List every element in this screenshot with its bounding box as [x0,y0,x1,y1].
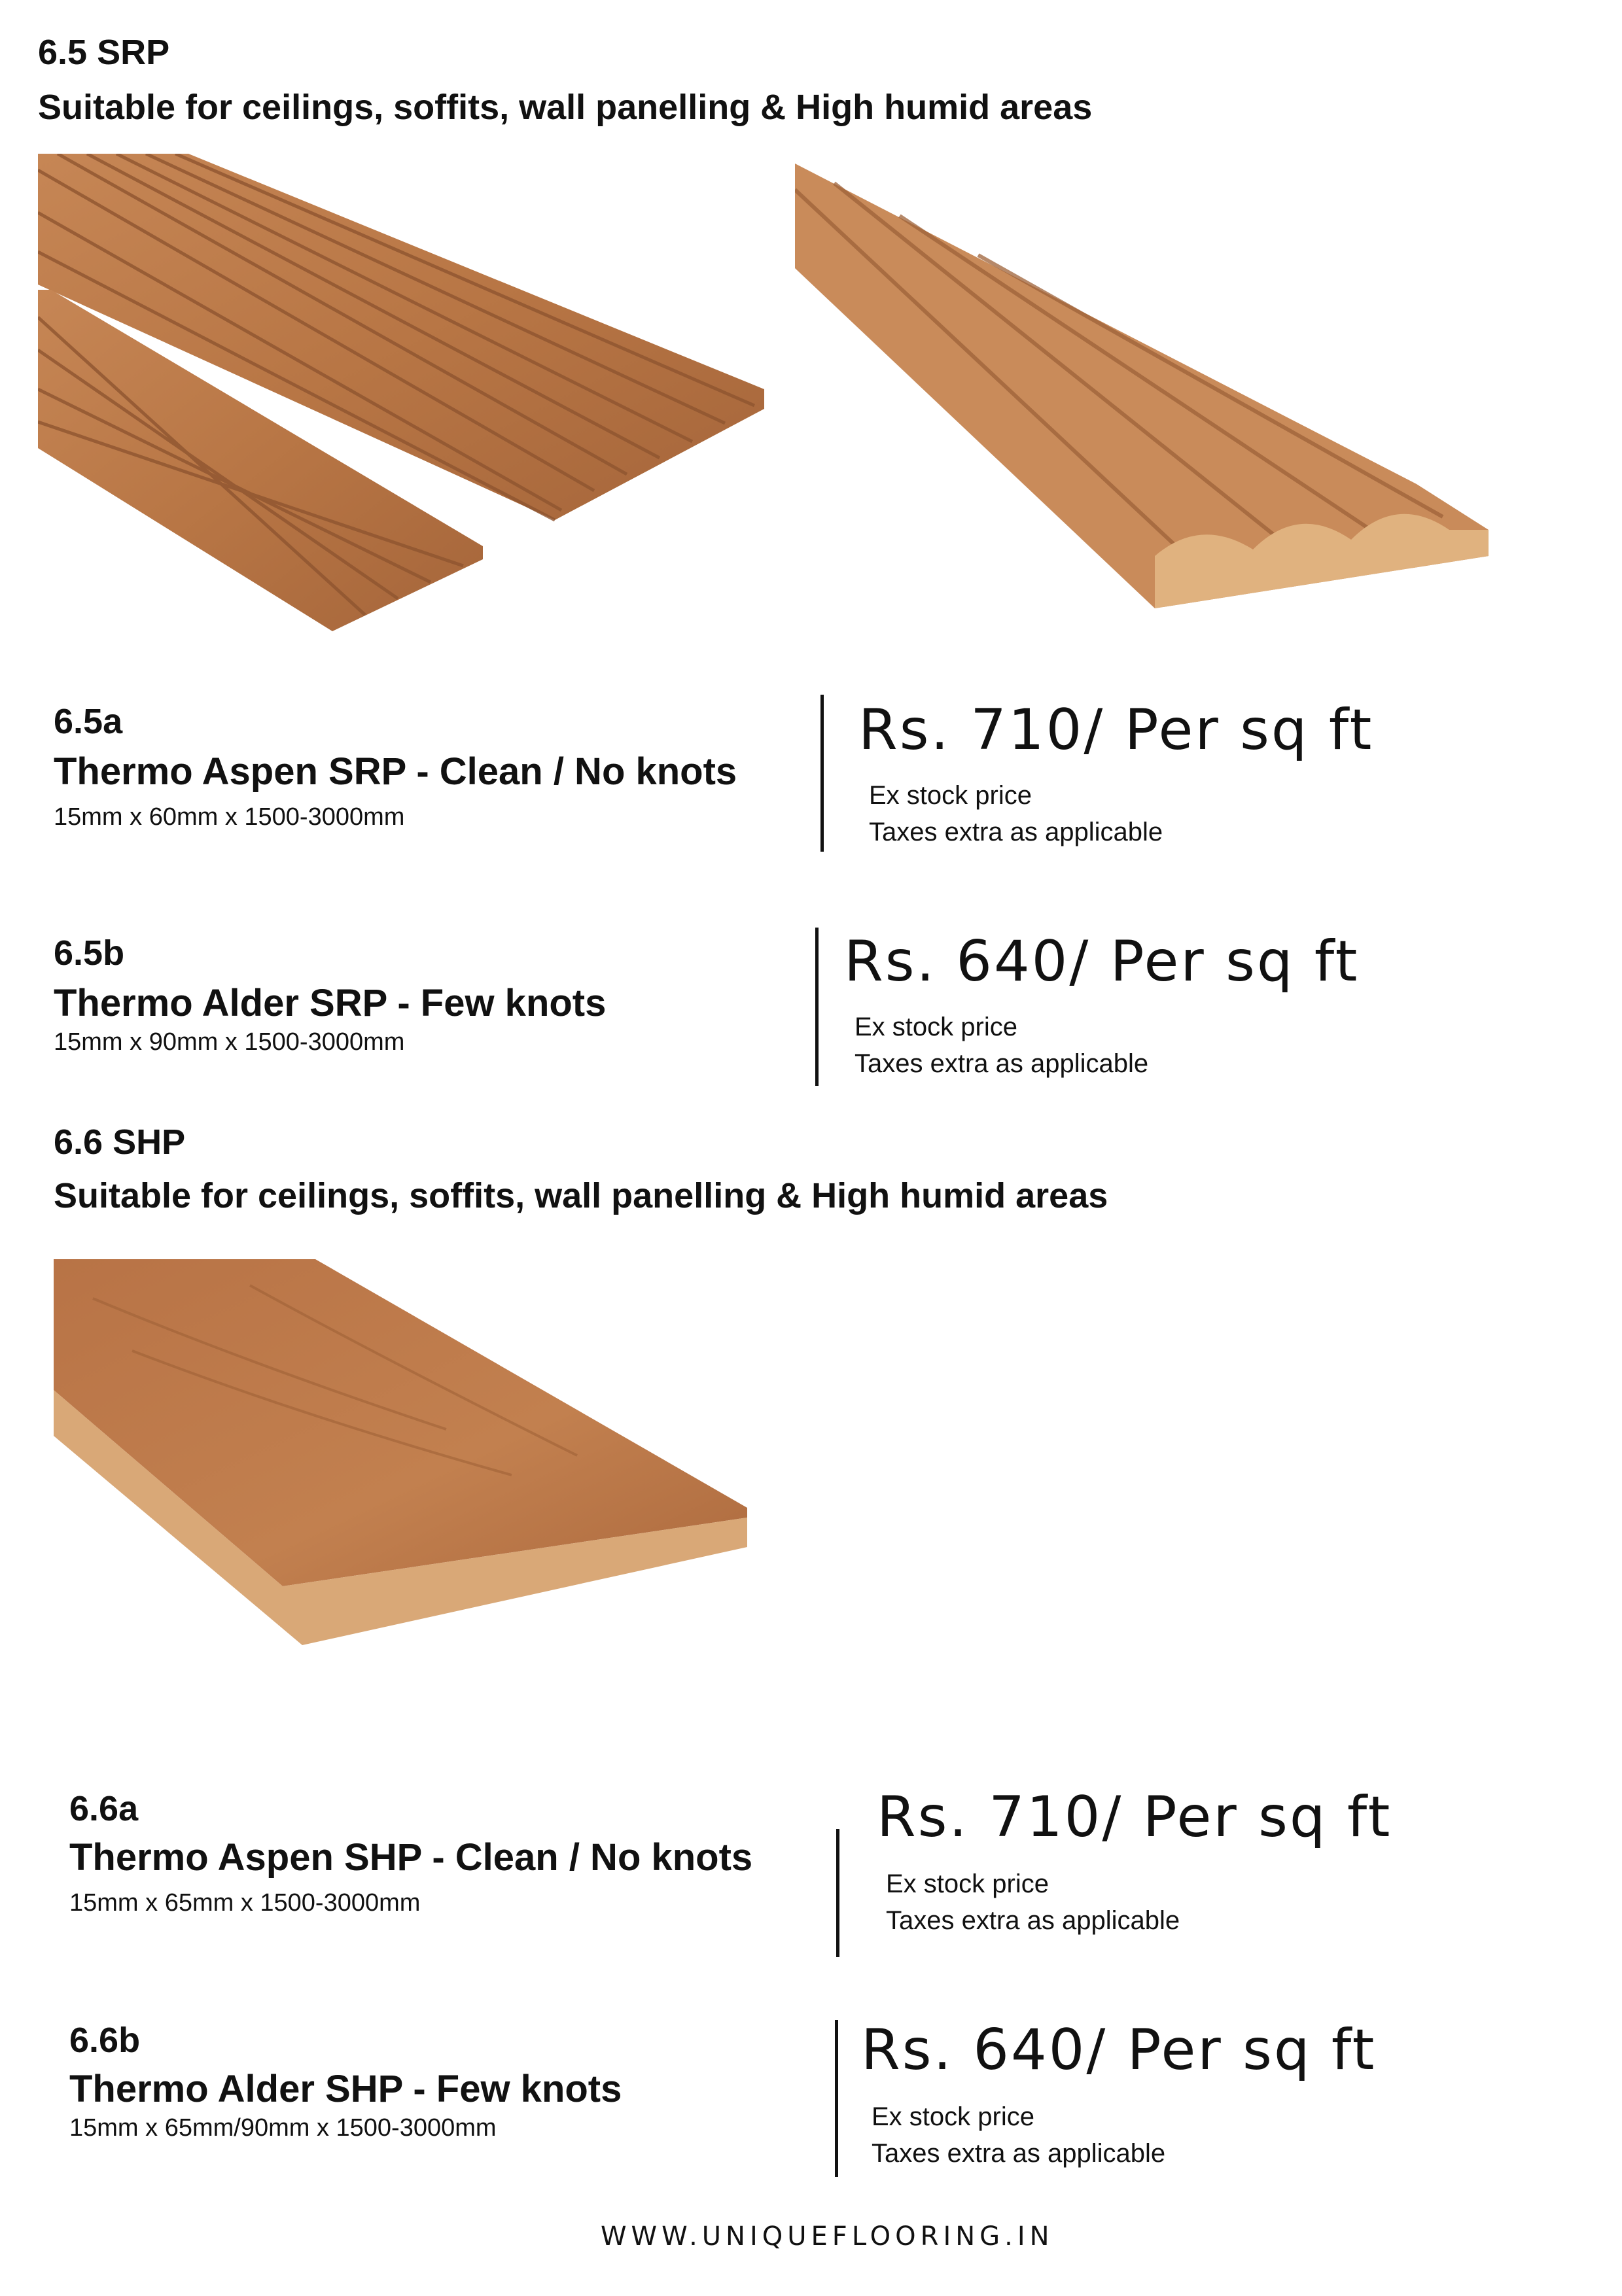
divider-line [835,2020,838,2177]
stock-note: Ex stock price [869,781,1032,810]
product-name: Thermo Alder SHP - Few knots [69,2068,622,2110]
section-srp-subtitle: Suitable for ceilings, soffits, wall panelling & High humid areas [38,88,1093,127]
divider-line [820,695,824,852]
product-price: Rs. 640/ Per sq ft [844,929,1360,994]
product-dimensions: 15mm x 65mm x 1500-3000mm [69,1889,421,1917]
section-shp-code: 6.6 SHP [54,1122,186,1162]
stock-note: Ex stock price [886,1870,1049,1898]
product-price: Rs. 710/ Per sq ft [858,697,1374,763]
divider-line [836,1829,839,1957]
product-code: 6.6a [69,1789,139,1828]
section-shp-subtitle: Suitable for ceilings, soffits, wall panelling & High humid areas [54,1176,1108,1215]
product-name: Thermo Aspen SHP - Clean / No knots [69,1836,753,1879]
shp-board-image [54,1259,754,1652]
product-code: 6.6b [69,2021,141,2060]
stock-note: Ex stock price [855,1013,1017,1041]
product-dimensions: 15mm x 90mm x 1500-3000mm [54,1028,405,1056]
product-code: 6.5a [54,702,123,741]
product-name: Thermo Alder SRP - Few knots [54,982,607,1024]
product-code: 6.5b [54,933,125,973]
tax-note: Taxes extra as applicable [855,1049,1149,1078]
srp-boards-image [38,154,771,638]
stock-note: Ex stock price [872,2102,1034,2131]
product-dimensions: 15mm x 60mm x 1500-3000mm [54,803,405,831]
product-name: Thermo Aspen SRP - Clean / No knots [54,750,737,793]
divider-line [815,928,819,1086]
tax-note: Taxes extra as applicable [872,2139,1166,2168]
website-link[interactable]: WWW.UNIQUEFLOORING.IN [601,2221,1054,2252]
section-srp-code: 6.5 SRP [38,33,170,72]
product-dimensions: 15mm x 65mm/90mm x 1500-3000mm [69,2114,497,2142]
product-price: Rs. 710/ Per sq ft [877,1784,1392,1850]
product-price: Rs. 640/ Per sq ft [861,2017,1377,2083]
srp-closeup-image [795,164,1489,608]
tax-note: Taxes extra as applicable [886,1906,1180,1935]
tax-note: Taxes extra as applicable [869,818,1163,846]
